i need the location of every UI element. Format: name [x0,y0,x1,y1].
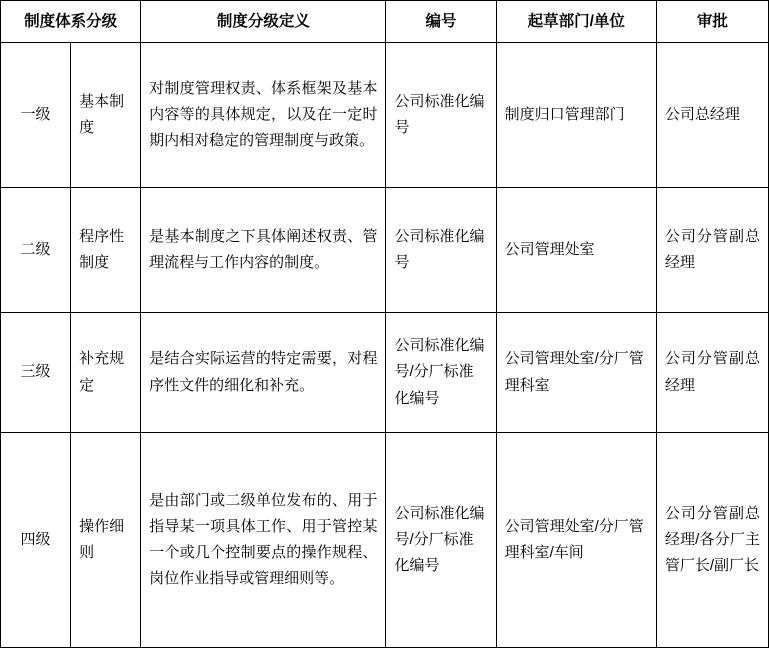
cell-name: 程序性制度 [71,188,141,313]
table-header [1,1,769,43]
cell-definition: 是由部门或二级单位发布的、用于指导某一项具体工作、用于管控某一个或几个控制要点的操作规程、岗位作业指导或管理细则等。 [141,433,386,648]
cell-level: 四级 [1,433,71,648]
cell-department: 公司管理处室/分厂管理科室/车间 [496,433,656,648]
cell-code: 公司标准化编号 [386,188,496,313]
cell-approval: 公司分管副总经理/各分厂主管厂长/副厂长 [656,433,768,648]
cell-department: 公司管理处室/分厂管理科室 [496,313,656,433]
header-system-level: 制度体系分级 [1,1,141,43]
cell-department: 制度归口管理部门 [496,43,656,188]
table-header-row [1,1,769,43]
cell-definition: 是结合实际运营的特定需要，对程序性文件的细化和补充。 [141,313,386,433]
cell-code: 公司标准化编号/分厂标准化编号 [386,313,496,433]
cell-department: 公司管理处室 [496,188,656,313]
cell-definition: 是基本制度之下具体阐述权责、管理流程与工作内容的制度。 [141,188,386,313]
cell-code: 公司标准化编号/分厂标准化编号 [386,433,496,648]
cell-approval: 公司分管副总经理 [656,313,768,433]
cell-approval: 公司总经理 [656,43,768,188]
cell-level: 三级 [1,313,71,433]
cell-name: 基本制度 [71,43,141,188]
table-body [1,43,769,648]
cell-definition: 对制度管理权责、体系框架及基本内容等的具体规定，以及在一定时期内相对稳定的管理制度与政策。 [141,43,386,188]
cell-name: 补充规定 [71,313,141,433]
cell-level: 二级 [1,188,71,313]
table-row [1,313,769,433]
cell-code: 公司标准化编号 [386,43,496,188]
table-row [1,43,769,188]
table-row [1,188,769,313]
header-approval: 审批 [656,1,768,43]
table-row [1,433,769,648]
cell-name: 操作细则 [71,433,141,648]
cell-level: 一级 [1,43,71,188]
cell-approval: 公司分管副总经理 [656,188,768,313]
header-code: 编号 [386,1,496,43]
header-level-definition: 制度分级定义 [141,1,386,43]
header-drafting-department: 起草部门/单位 [496,1,656,43]
